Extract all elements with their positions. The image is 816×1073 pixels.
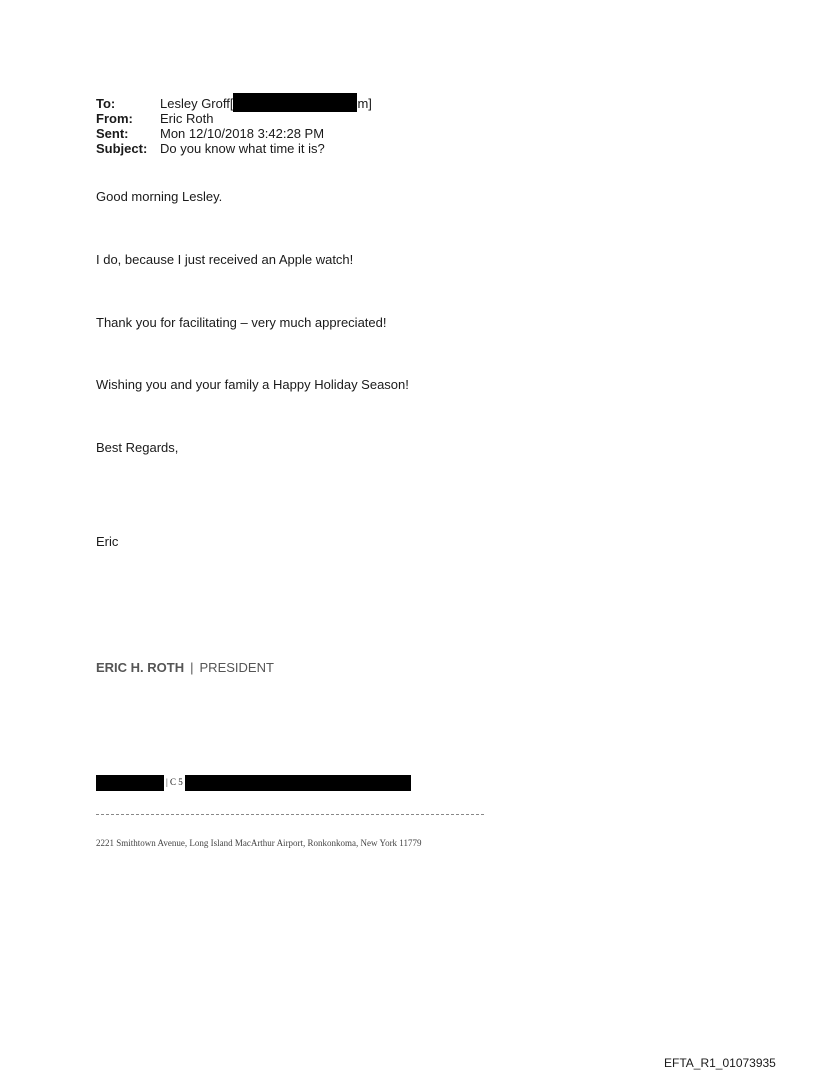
document-id: EFTA_R1_01073935	[664, 1056, 776, 1070]
closing: Best Regards,	[96, 440, 179, 455]
redaction-block	[185, 775, 411, 791]
body-line-2: Thank you for facilitating – very much appreciated!	[96, 315, 387, 330]
signature-name: ERIC H. ROTH	[96, 660, 185, 675]
sender-name: Eric	[96, 534, 119, 549]
email-header	[96, 96, 372, 156]
to-value	[160, 96, 372, 111]
to-label: To:	[96, 96, 116, 111]
from-label: From:	[96, 111, 133, 126]
redaction-block	[233, 93, 357, 112]
from-value: Eric Roth	[160, 111, 214, 126]
signature-separator: |	[190, 660, 194, 675]
greeting: Good morning Lesley.	[96, 189, 223, 204]
contact-fragment: | C 5	[166, 777, 183, 788]
body-line-1: I do, because I just received an Apple watch!	[96, 252, 354, 267]
sent-label: Sent:	[96, 126, 129, 141]
sent-value: Mon 12/10/2018 3:42:28 PM	[160, 126, 325, 141]
signature-title: PRESIDENT	[199, 660, 274, 675]
subject-label: Subject:	[96, 141, 148, 156]
subject-value: Do you know what time it is?	[160, 141, 325, 156]
divider	[96, 814, 484, 815]
signature-address: 2221 Smithtown Avenue, Long Island MacArthur Airport, Ronkonkoma, New York 11779	[96, 838, 422, 848]
signature-line	[96, 660, 274, 675]
redaction-block	[96, 775, 164, 791]
from-row	[96, 111, 372, 126]
to-recipient-end: m]	[357, 96, 372, 111]
contact-line	[96, 775, 411, 791]
sent-row	[96, 126, 372, 141]
subject-row	[96, 141, 372, 156]
to-recipient: Lesley Groff[	[160, 96, 234, 111]
body-line-3: Wishing you and your family a Happy Holiday Season!	[96, 377, 409, 392]
to-row	[96, 96, 372, 111]
